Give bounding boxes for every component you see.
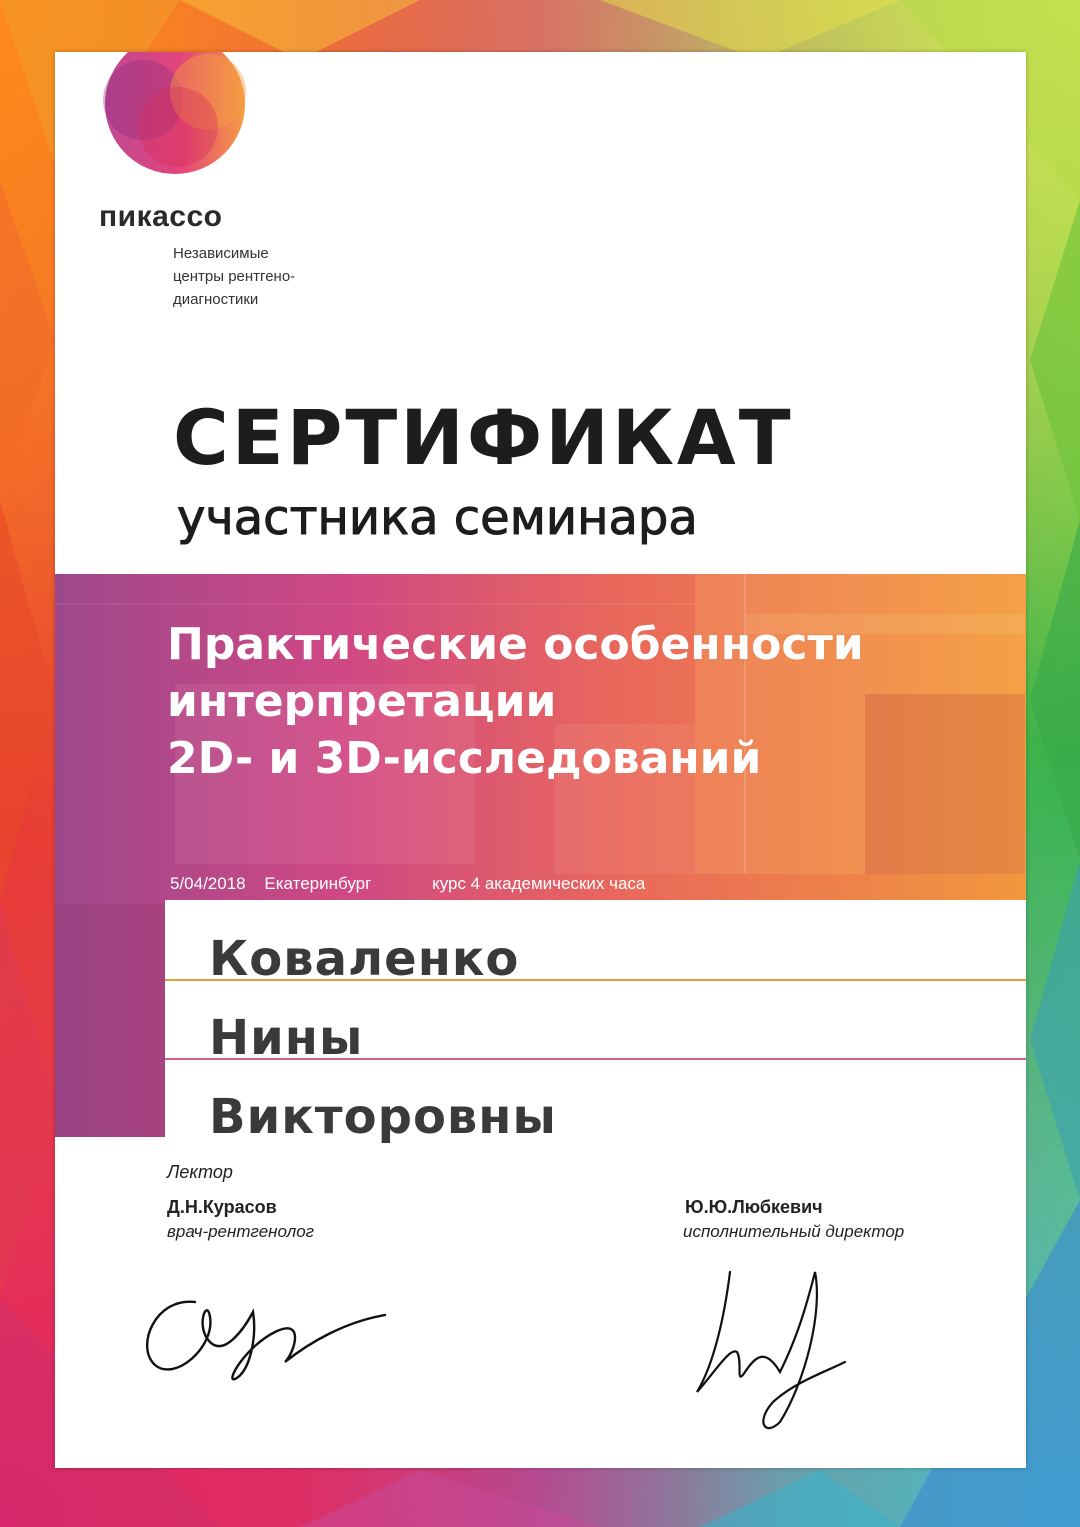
logo-tagline	[173, 242, 373, 311]
director-name: Ю.Ю.Любкевич	[685, 1197, 823, 1217]
director-role: исполнительный директор	[683, 1222, 905, 1241]
logo-tagline-line: центры рентгено-	[173, 268, 296, 285]
certificate-title: СЕРТИФИКАТ	[173, 393, 794, 482]
participant-surname: Коваленко	[209, 931, 520, 987]
name-row	[165, 1058, 1026, 1145]
logo-tagline-line: Независимые	[173, 245, 269, 262]
logo-name: пикассо	[99, 200, 223, 233]
name-row	[165, 900, 1026, 987]
seminar-meta	[170, 874, 659, 894]
seminar-title	[167, 616, 864, 787]
participant-name-box	[165, 900, 1026, 1145]
logo-tagline-line: диагностики	[173, 291, 259, 308]
seminar-date: 5/04/2018	[170, 874, 246, 893]
seminar-title-line: 2D- и 3D-исследований	[167, 733, 762, 784]
lector-label: Лектор	[167, 1162, 233, 1182]
seminar-title-line: интерпретации	[167, 676, 557, 727]
picasso-logo-icon	[103, 52, 253, 182]
seminar-city: Екатеринбург	[264, 874, 372, 893]
lector-role: врач-рентгенолог	[167, 1222, 315, 1241]
lector-name: Д.Н.Курасов	[167, 1197, 277, 1217]
lector-signature	[135, 1257, 395, 1387]
participant-first-name: Нины	[209, 1010, 364, 1066]
seminar-course: курс 4 академических часа	[432, 874, 646, 893]
director-signature	[685, 1252, 865, 1452]
name-row	[165, 979, 1026, 1066]
certificate-subtitle: участника семинара	[177, 490, 698, 546]
seminar-title-line: Практические особенности	[167, 619, 864, 670]
seminar-band	[55, 574, 1026, 1145]
participant-patronymic: Викторовны	[209, 1089, 557, 1145]
certificate-sheet	[55, 52, 1026, 1468]
